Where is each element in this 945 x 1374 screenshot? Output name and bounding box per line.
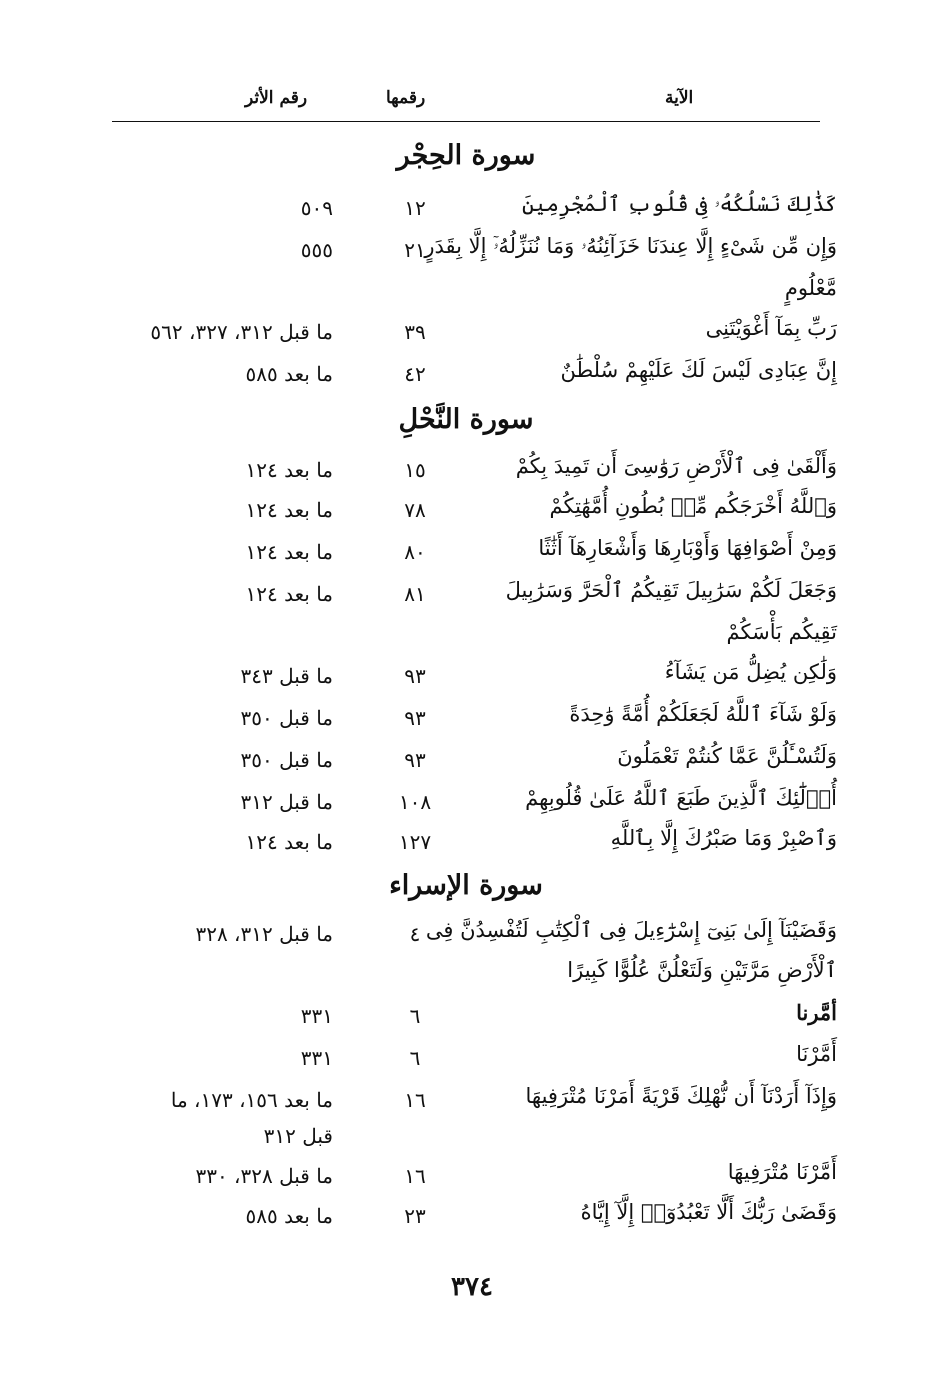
athar-ref-continued: قبل ٣١٢ [263,1124,333,1148]
athar-ref: ما قبل ٣١٢، ٣٢٧، ٥٦٢ [150,320,333,344]
surah-title: سورة النَّحْلِ [398,404,534,435]
verse-number: ٩٣ [404,664,426,688]
verse-text: أَمَّرْنَا مُتْرَفِيهَا [727,1160,837,1184]
verse-text: أمَّرنا [796,1000,837,1025]
verse-number: ١٦ [404,1164,426,1188]
verse-number: ٩٣ [404,706,426,730]
verse-number: ٦ [409,1046,421,1070]
verse-text: أَمَّرْنَا [796,1042,837,1066]
athar-ref: ما بعد ١٢٤ [245,498,333,522]
verse-text: وَإِذَآ أَرَدْنَآ أَن نُّهْلِكَ قَرْيَةً أَمَرْنَا مُتْرَفِيهَا [525,1084,837,1108]
verse-number: ١٢٧ [398,830,432,854]
athar-ref: ٣٣١ [300,1046,333,1070]
athar-ref: ما بعد ٥٨٥ [245,362,333,386]
athar-ref: ٣٣١ [300,1004,333,1028]
verse-text: وَمِنْ أَصْوَافِهَا وَأَوْبَارِهَا وَأَشْعَارِهَآ أَثَٰثًا [538,536,837,560]
verse-number: ٢٣ [404,1204,426,1228]
verse-number: ١٦ [404,1088,426,1112]
verse-text: وَٱصْبِرْ وَمَا صَبْرُكَ إِلَّا بِٱللَّهِ [610,826,837,850]
verse-number: ٤ [409,922,421,946]
athar-ref: ما قبل ٣٢٨، ٣٣٠ [195,1164,333,1188]
verse-text: وَلَتُسْـَٔلُنَّ عَمَّا كُنتُمْ تَعْمَلُونَ [617,744,837,768]
verse-text-continued: تَقِيكُم بَأْسَكُمْ [726,620,837,644]
header-number: رقمها [386,88,426,108]
verse-text: وَجَعَلَ لَكُمْ سَرَٰبِيلَ تَقِيكُمُ ٱلْحَرَّ وَسَرَٰبِيلَ [505,578,837,602]
verse-text: وَٱللَّهُ أَخْرَجَكُم مِّنۢ بُطُونِ أُمَّهَٰتِكُمْ [549,494,837,518]
verse-text: وَلَٰكِن يُضِلُّ مَن يَشَآءُ [664,660,837,684]
athar-ref: ما قبل ٣١٢، ٣٢٨ [195,922,333,946]
athar-ref: ما بعد ٥٨٥ [245,1204,333,1228]
page-number: ٣٧٤ [451,1272,493,1302]
verse-number: ٢١ [404,238,426,262]
verse-text: أُو۟لَٰٓئِكَ ٱلَّذِينَ طَبَعَ ٱللَّهُ عَلَىٰ قُلُوبِهِمْ [525,786,837,810]
verse-text: وَقَضَىٰ رَبُّكَ أَلَّا تَعْبُدُوٓا۟ إِلَّآ إِيَّاهُ [580,1200,837,1224]
athar-ref: ما بعد ١٢٤ [245,830,333,854]
verse-number: ٣٩ [404,320,426,344]
athar-ref: ما بعد ١٢٤ [245,582,333,606]
athar-ref: ما بعد ١٢٤ [245,540,333,564]
verse-text: وَلَوْ شَآءَ ٱللَّهُ لَجَعَلَكُمْ أُمَّةً وَٰحِدَةً [569,702,837,726]
athar-ref: ٥٥٥ [300,238,333,262]
header-ref: رقم الأثر [245,88,308,108]
header-rule [112,121,820,122]
verse-text: وَإِن مِّن شَىْءٍ إِلَّا عِندَنَا خَزَآئِنُهُۥ وَمَا نُنَزِّلُهُۥٓ إِلَّا بِقَدَرٍ [424,234,837,258]
verse-text: رَبِّ بِمَآ أَغْوَيْتَنِى [705,316,837,340]
verse-number: ٤٢ [404,362,426,386]
verse-number: ٨١ [404,582,426,606]
surah-title: سورة الحِجْر [396,140,536,171]
athar-ref: ما بعد ١٢٤ [245,458,333,482]
verse-text-continued: ٱلْأَرْضِ مَرَّتَيْنِ وَلَتَعْلُنَّ عُلُوًّا كَبِيرًا [567,958,837,982]
verse-text-continued: مَّعْلُومٍ [784,276,837,300]
athar-ref: ما قبل ٣٤٣ [240,664,333,688]
verse-text: وَقَضَيْنَآ إِلَىٰ بَنِىٓ إِسْرَٰٓءِيلَ فِى ٱلْكِتَٰبِ لَتُفْسِدُنَّ فِى [425,918,837,942]
athar-ref: ما بعد ١٥٦، ١٧٣، ما [170,1088,333,1112]
header-verse: الآية [665,88,694,108]
verse-number: ١٢ [404,196,426,220]
verse-number: ١٥ [404,458,426,482]
verse-number: ٨٠ [404,540,426,564]
verse-number: ٦ [409,1004,421,1028]
athar-ref: ما قبل ٣٥٠ [240,748,333,772]
athar-ref: ما قبل ٣١٢ [240,790,333,814]
verse-text: إِنَّ عِبَادِى لَيْسَ لَكَ عَلَيْهِمْ سُلْطَٰنٌ [560,358,837,382]
verse-text: كَذَٰلِكَ نَسْلُكُهُۥ فِى قُلُوبِ ٱلْمُجْرِمِينَ [522,192,837,216]
athar-ref: ٥٠٩ [300,196,333,220]
verse-number: ٧٨ [404,498,426,522]
verse-number: ١٠٨ [398,790,432,814]
verse-number: ٩٣ [404,748,426,772]
surah-title: سورة الإسراء [389,870,543,901]
verse-text: وَأَلْقَىٰ فِى ٱلْأَرْضِ رَوَٰسِىَ أَن تَمِيدَ بِكُمْ [515,454,837,478]
athar-ref: ما قبل ٣٥٠ [240,706,333,730]
